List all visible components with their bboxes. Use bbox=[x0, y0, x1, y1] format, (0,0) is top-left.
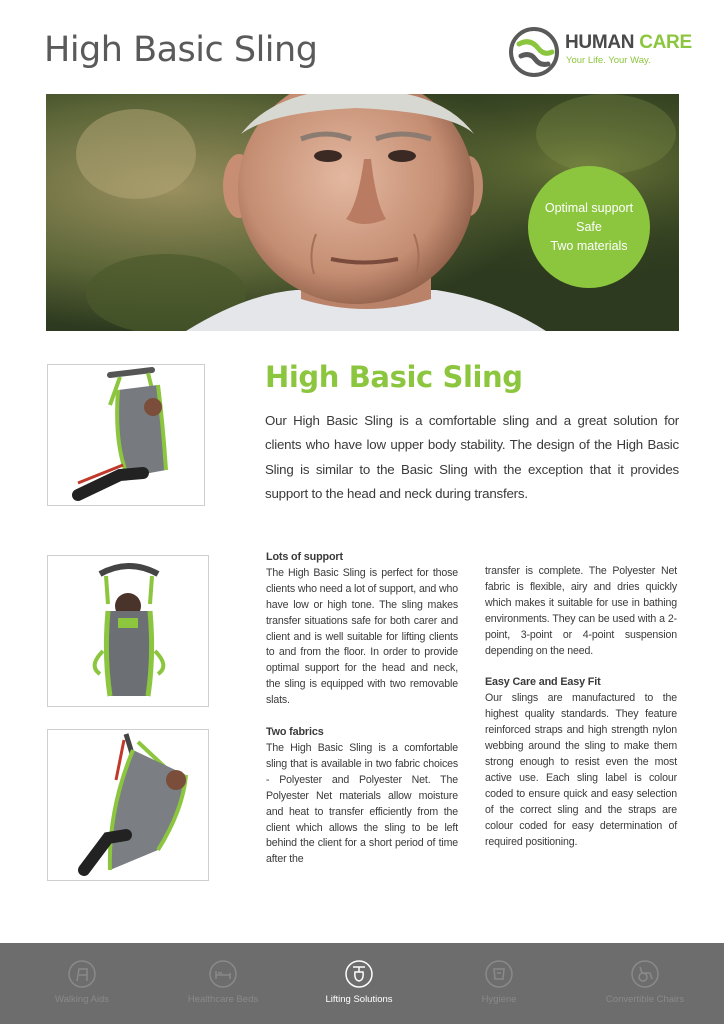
footer-nav bbox=[0, 943, 724, 1024]
section-heading: Lots of support bbox=[266, 551, 343, 563]
product-photo-back-view bbox=[47, 555, 209, 707]
nav-label: Hygiene bbox=[481, 994, 517, 1005]
badge-line: Two materials bbox=[550, 239, 628, 253]
nav-label: Walking Aids bbox=[54, 994, 110, 1005]
bed-icon bbox=[208, 959, 238, 989]
section-body: The High Basic Sling is a comfortable sling that is available in two fabric choices - Polyester and Polyester Net. The Polyester Net materials allow moisture and heat to transfer efficiently from the client which allows the sling to be left behind the client for a short period of time after the bbox=[266, 741, 458, 866]
lift-icon bbox=[344, 959, 374, 989]
hygiene-icon bbox=[484, 959, 514, 989]
section-body-continued: transfer is complete. The Polyester Net fabric is flexible, airy and dries quickly which makes it suitable for use in bathing environments. They can be used with a 2-point, 3-point or 4-point suspension depending on the need. bbox=[485, 565, 677, 657]
text-column-right bbox=[485, 564, 677, 866]
nav-item-convertible-chairs[interactable] bbox=[573, 943, 717, 1024]
intro-paragraph: Our High Basic Sling is a comfortable sling and a great solution for clients who have low upper body stability. The design of the High Basic Sling is similar to the Basic Sling with the exception that it provides support to the head and neck during transfers. bbox=[265, 413, 679, 501]
wheelchair-icon bbox=[630, 959, 660, 989]
human-care-logo-icon bbox=[508, 26, 560, 78]
hero-image bbox=[46, 94, 679, 331]
page-title: High Basic Sling bbox=[44, 30, 318, 70]
section-body: Our slings are manufactured to the highest quality standards. They feature reinforced straps and high strength nylon webbing around the sling to make them strong enough to resist even the most active use. Each sling label is colour coded to ensure quick and easy selection of the correct sling and the straps are colour coded for easy determination of required positioning. bbox=[485, 692, 677, 848]
brand-logo[interactable] bbox=[508, 26, 692, 78]
walking-aid-icon bbox=[67, 959, 97, 989]
section-title: High Basic Sling bbox=[265, 360, 523, 394]
nav-label: Lifting Solutions bbox=[325, 994, 393, 1005]
brand-tagline: Your Life. Your Way. bbox=[566, 55, 651, 66]
nav-label: Convertible Chairs bbox=[605, 994, 685, 1005]
nav-item-healthcare-beds[interactable] bbox=[151, 943, 295, 1024]
section-heading: Easy Care and Easy Fit bbox=[485, 676, 601, 689]
nav-item-walking-aids[interactable] bbox=[10, 943, 154, 1024]
section-heading: Two fabrics bbox=[266, 726, 324, 739]
badge-line: Safe bbox=[576, 220, 602, 234]
nav-label: Healthcare Beds bbox=[187, 994, 259, 1005]
brand-name: HUMAN CARE bbox=[565, 32, 692, 53]
badge-line: Optimal support bbox=[544, 201, 634, 215]
product-photo-side-view bbox=[47, 364, 205, 506]
nav-item-lifting-solutions[interactable] bbox=[287, 943, 431, 1024]
feature-badge bbox=[528, 166, 650, 288]
product-photo-front-view bbox=[47, 729, 209, 881]
nav-item-hygiene[interactable] bbox=[427, 943, 571, 1024]
text-column-left bbox=[266, 550, 458, 868]
section-body: The High Basic Sling is perfect for those clients who need a lot of support, and who have low or high tone. The sling makes transfer situations safe for both carer and client and is well suitable for lifting clients to and from the floor. In order to provide optimal support for the head and neck, the sling is equipped with two removable slats. bbox=[266, 566, 458, 707]
